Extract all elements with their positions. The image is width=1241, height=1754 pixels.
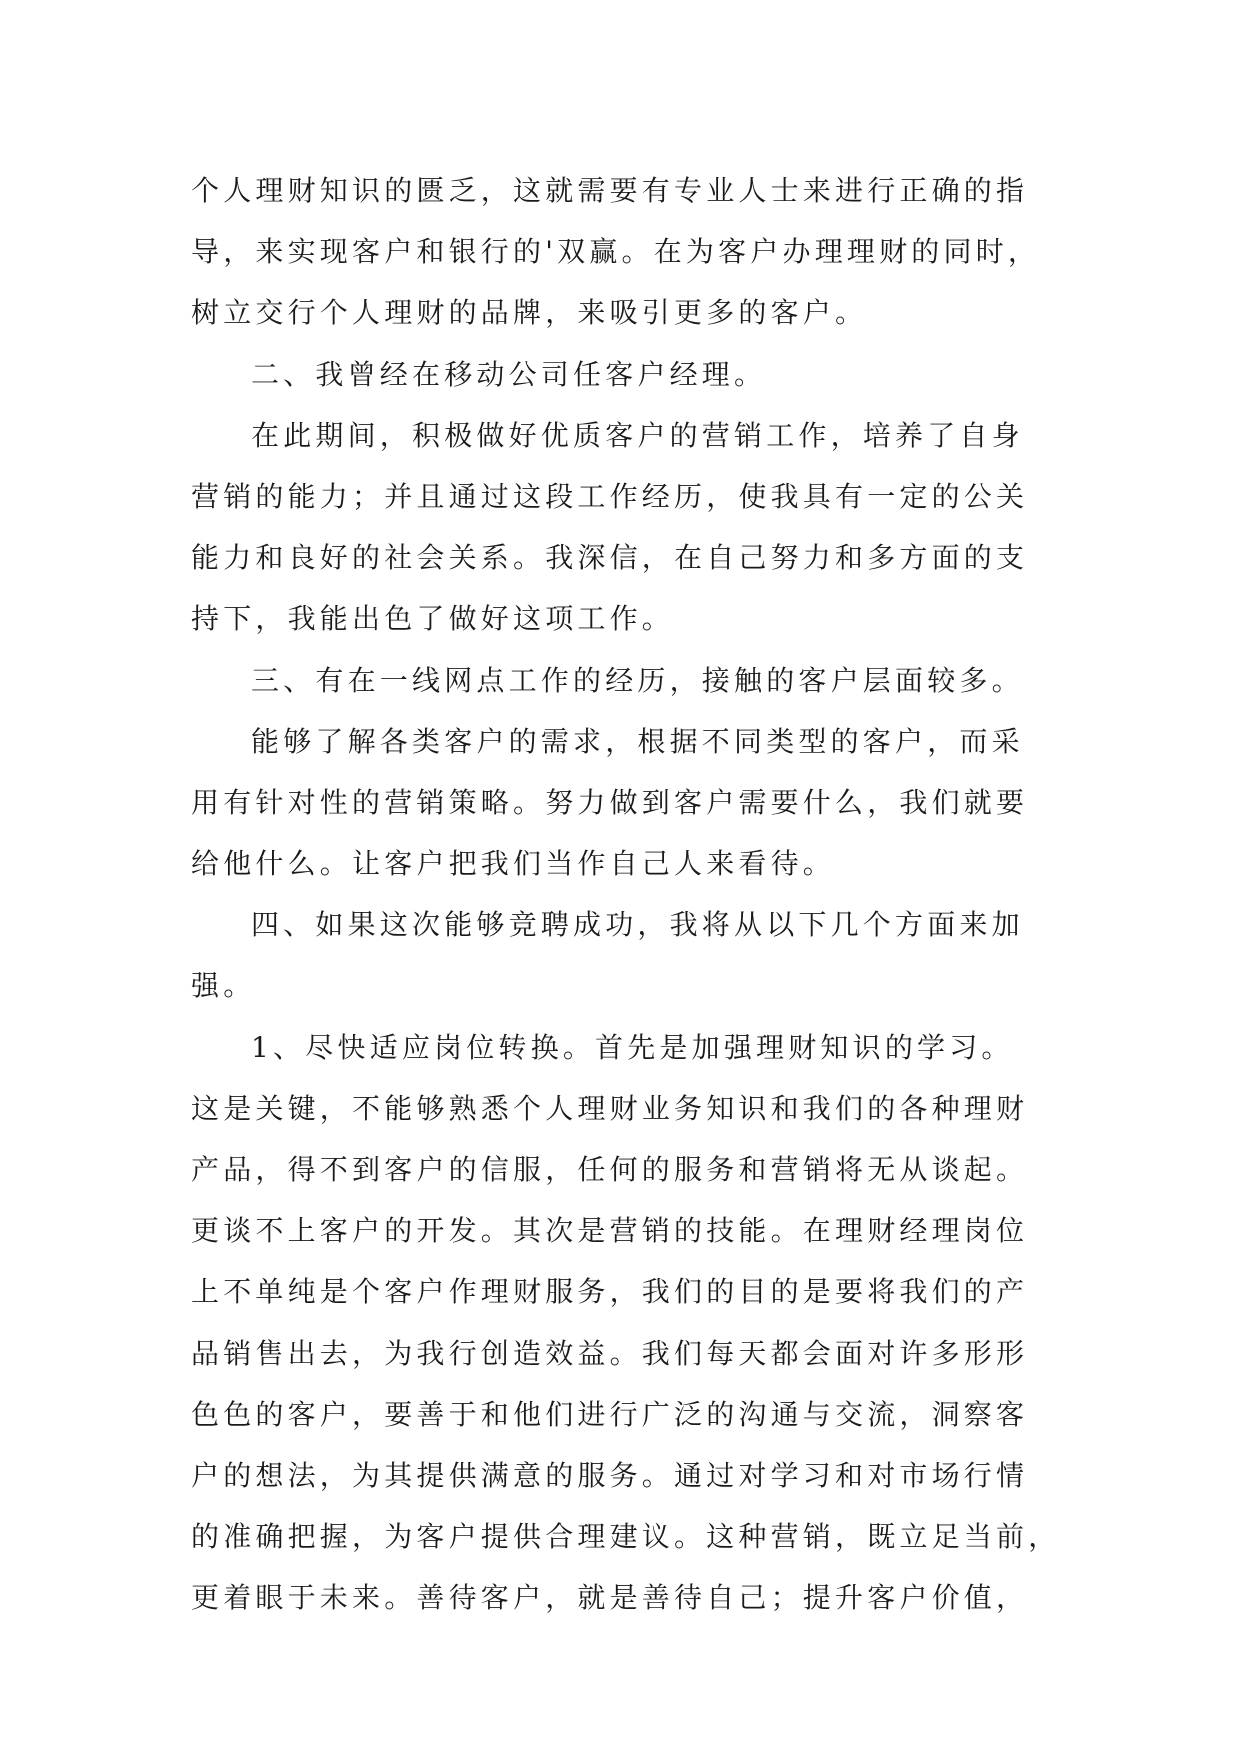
text-line: 四、如果这次能够竞聘成功，我将从以下几个方面来加 — [251, 908, 1024, 942]
document-body — [191, 160, 1071, 1629]
text-line: 户的想法，为其提供满意的服务。通过对学习和对市场行情 — [191, 1458, 1029, 1492]
text-line: 给他什么。让客户把我们当作自己人来看待。 — [191, 847, 836, 881]
text-line: 三、有在一线网点工作的经历，接触的客户层面较多。 — [251, 663, 1024, 697]
text-line: 强。 — [191, 969, 256, 1003]
text-line: 产品，得不到客户的信服，任何的服务和营销将无从谈起。 — [191, 1153, 1029, 1186]
text-line: 能力和良好的社会关系。我深信，在自己努力和多方面的支 — [191, 541, 1029, 575]
text-line: 个人理财知识的匮乏，这就需要有专业人士来进行正确的指 — [191, 174, 1029, 207]
text-line: 导，来实现客户和银行的'双赢。在为客户办理理财的同时， — [191, 235, 1041, 269]
text-line: 营销的能力；并且通过这段工作经历，使我具有一定的公关 — [191, 479, 1029, 513]
text-line: 的准确把握，为客户提供合理建议。这种营销，既立足当前， — [191, 1520, 1061, 1554]
text-line: 更着眼于未来。善待客户，就是善待自己；提升客户价值， — [191, 1581, 1029, 1615]
text-line: 色色的客户，要善于和他们进行广泛的沟通与交流，洞察客 — [191, 1397, 1029, 1431]
text-line: 持下，我能出色了做好这项工作。 — [191, 602, 675, 636]
text-line: 更谈不上客户的开发。其次是营销的技能。在理财经理岗位 — [191, 1214, 1029, 1248]
text-line: 品销售出去，为我行创造效益。我们每天都会面对许多形形 — [191, 1336, 1029, 1370]
text-line: 上不单纯是个客户作理财服务，我们的目的是要将我们的产 — [191, 1275, 1029, 1309]
text-line: 用有针对性的营销策略。努力做到客户需要什么，我们就要 — [191, 785, 1029, 819]
text-line: 能够了解各类客户的需求，根据不同类型的客户，而采 — [251, 724, 1024, 758]
text-line: 二、我曾经在移动公司任客户经理。 — [251, 357, 767, 391]
text-line: 树立交行个人理财的品牌，来吸引更多的客户。 — [191, 296, 868, 330]
text-line: 在此期间，积极做好优质客户的营销工作，培养了自身 — [251, 418, 1024, 452]
text-line: 这是关键，不能够熟悉个人理财业务知识和我们的各种理财 — [191, 1091, 1029, 1125]
text-line: 1、尽快适应岗位转换。首先是加强理财知识的学习。 — [251, 1030, 1014, 1064]
